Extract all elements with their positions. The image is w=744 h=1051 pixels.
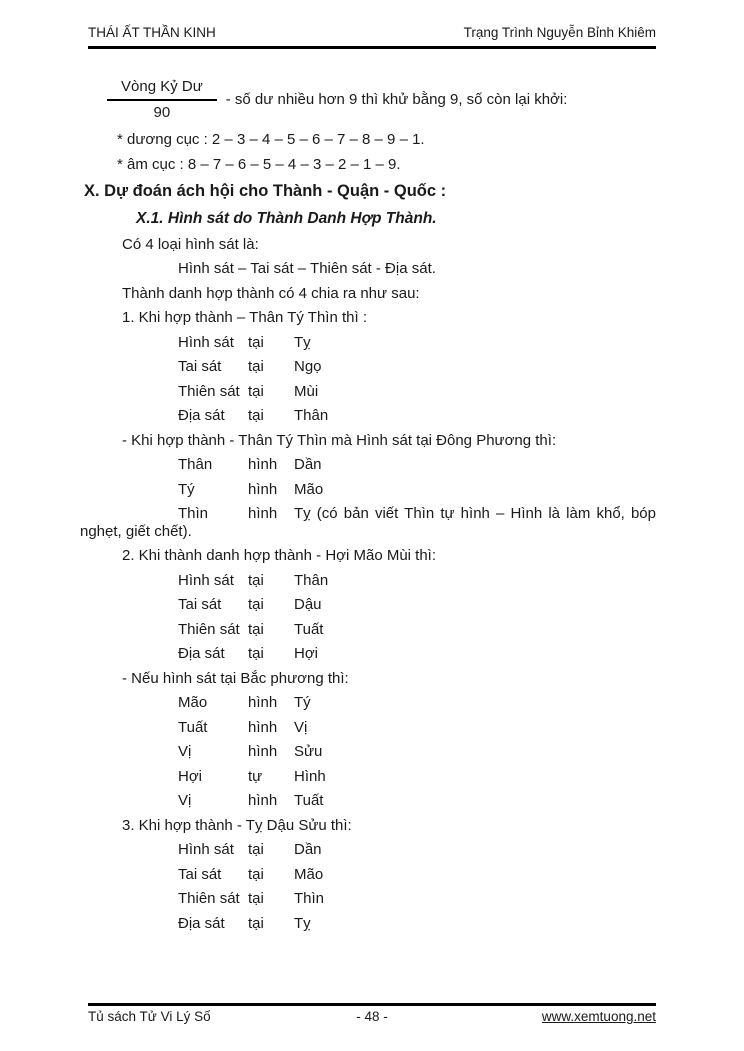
table-cell: tại	[248, 620, 264, 638]
table-cell: Tỵ	[294, 914, 311, 932]
table-row	[178, 334, 656, 352]
table-row	[178, 841, 656, 859]
table-cell: tại	[248, 333, 264, 351]
page-footer	[88, 1003, 656, 1024]
fraction-numerator: Vòng Kỷ Dư	[107, 78, 217, 101]
paragraph: 2. Khi thành danh hợp thành - Hợi Mão Mùi thì:	[122, 547, 437, 564]
page-header	[88, 25, 656, 49]
table-cell: tại	[248, 407, 264, 424]
table-row	[178, 743, 656, 761]
table-cell: Địa sát	[178, 645, 225, 662]
table-cell: Thiên sát	[178, 382, 240, 400]
table-cell: Tai sát	[178, 865, 222, 883]
table-cell: Hợi	[178, 767, 203, 785]
document-content	[80, 235, 656, 933]
table-cell: Hình sát	[178, 333, 234, 351]
paragraph: Thành danh hợp thành có 4 chia ra như sau:	[122, 284, 420, 302]
table-cell: Tuất	[294, 792, 324, 809]
table-cell: Hình sát	[178, 841, 234, 858]
fraction-denominator: 90	[153, 104, 171, 121]
formula-note: - số dư nhiều hơn 9 thì khử bằng 9, số còn lại khởi:	[225, 91, 568, 108]
page-number: - 48 -	[356, 1009, 388, 1024]
table-row	[178, 383, 656, 401]
table-cell: Thìn	[294, 890, 325, 907]
table-row	[178, 358, 656, 376]
table-cell: Tuất	[294, 620, 324, 638]
table-cell: Thân	[178, 456, 213, 473]
am-cuc-line: * âm cục : 8 – 7 – 6 – 5 – 4 – 3 – 2 – 1 – 9.	[117, 155, 401, 173]
paragraph: 1. Khi hợp thành – Thân Tý Thìn thì :	[122, 309, 367, 326]
table-row	[178, 915, 656, 933]
table-row	[178, 572, 656, 590]
subsection-heading: X.1. Hình sát do Thành Danh Hợp Thành.	[136, 210, 437, 227]
table-cell: Dần	[294, 841, 322, 858]
table-row	[178, 694, 656, 712]
table-cell: Hình sát	[178, 571, 234, 589]
table-cell: Sửu	[294, 743, 323, 760]
paragraph: Hình sát – Tai sát – Thiên sát - Địa sát.	[178, 260, 436, 277]
table-cell: hình	[248, 505, 278, 522]
table-cell: Vị	[178, 792, 192, 809]
table-cell: tại	[248, 865, 264, 883]
table-cell: Thiên sát	[178, 620, 240, 638]
table-row	[178, 792, 656, 810]
table-cell: tại	[248, 382, 264, 400]
table-row	[178, 456, 656, 474]
table-row	[178, 768, 656, 786]
table-cell: Dần	[294, 456, 322, 473]
table-row	[178, 890, 656, 908]
table-cell: Ngọ	[294, 358, 322, 375]
table-cell: Tai sát	[178, 358, 222, 375]
footer-series-title: Tủ sách Tử Vi Lý Số	[88, 1009, 211, 1024]
table-cell: tại	[248, 914, 264, 932]
header-book-title: THÁI ẤT THẦN KINH	[88, 25, 216, 40]
table-cell: hình	[248, 694, 278, 711]
table-cell: Thiên sát	[178, 890, 240, 907]
table-cell: Địa sát	[178, 407, 225, 424]
table-cell: Tỵ (có bản viết Thìn tự hình – Hình là làm khổ, bóp	[294, 505, 656, 522]
paragraph-wrap-line: nghẹt, giết chết).	[80, 522, 192, 540]
table-cell: hình	[248, 718, 278, 736]
table-cell: tại	[248, 571, 264, 589]
table-cell: Dậu	[294, 596, 322, 613]
table-cell: Thìn	[178, 505, 209, 522]
table-cell: hình	[248, 792, 278, 809]
header-author: Trạng Trình Nguyễn Bỉnh Khiêm	[463, 25, 656, 40]
table-cell: hình	[248, 456, 278, 473]
table-row	[178, 866, 656, 884]
paragraph: 3. Khi hợp thành - Tỵ Dậu Sửu thì:	[122, 816, 352, 834]
table-cell: tại	[248, 596, 264, 613]
formula-row	[107, 78, 656, 121]
table-cell: tại	[248, 890, 264, 907]
table-row	[178, 407, 656, 425]
website-link[interactable]: www.xemtuong.net	[541, 1009, 656, 1024]
table-cell: Tai sát	[178, 596, 222, 613]
paragraph: - Khi hợp thành - Thân Tý Thìn mà Hình sát tại Đông Phương thì:	[122, 431, 557, 449]
table-cell: tại	[248, 358, 264, 375]
table-cell: Tuất	[178, 718, 208, 736]
table-cell: Tỵ	[294, 333, 311, 351]
table-cell: Hợi	[294, 645, 319, 662]
table-cell: Tý	[294, 694, 311, 711]
table-cell: Mão	[294, 865, 324, 883]
table-row	[178, 481, 656, 499]
document-body	[80, 72, 656, 939]
table-cell: tại	[248, 841, 264, 858]
table-cell: Hình	[294, 767, 326, 785]
table-cell: Địa sát	[178, 914, 225, 932]
table-cell: tại	[248, 645, 264, 662]
table-row	[178, 621, 656, 639]
table-cell: Mão	[294, 480, 324, 498]
table-row	[178, 505, 656, 523]
fraction	[107, 78, 217, 121]
table-row	[178, 719, 656, 737]
table-cell: Thân	[294, 407, 329, 424]
table-cell: tự	[248, 767, 263, 785]
table-row	[178, 645, 656, 663]
table-cell: Mùi	[294, 382, 319, 400]
section-heading: X. Dự đoán ách hội cho Thành - Quận - Quốc :	[84, 182, 447, 200]
table-cell: Vị	[178, 743, 192, 760]
table-cell: Thân	[294, 571, 329, 589]
paragraph: - Nếu hình sát tại Bắc phương thì:	[122, 669, 349, 687]
duong-cuc-line: * dương cục : 2 – 3 – 4 – 5 – 6 – 7 – 8 – 9 – 1.	[117, 131, 425, 148]
table-cell: hình	[248, 743, 278, 760]
table-row	[178, 596, 656, 614]
table-cell: Vị	[294, 718, 308, 736]
table-cell: Tý	[178, 480, 195, 498]
table-cell: hình	[248, 480, 278, 498]
table-cell: Mão	[178, 694, 208, 711]
paragraph: Có 4 loại hình sát là:	[122, 235, 259, 253]
